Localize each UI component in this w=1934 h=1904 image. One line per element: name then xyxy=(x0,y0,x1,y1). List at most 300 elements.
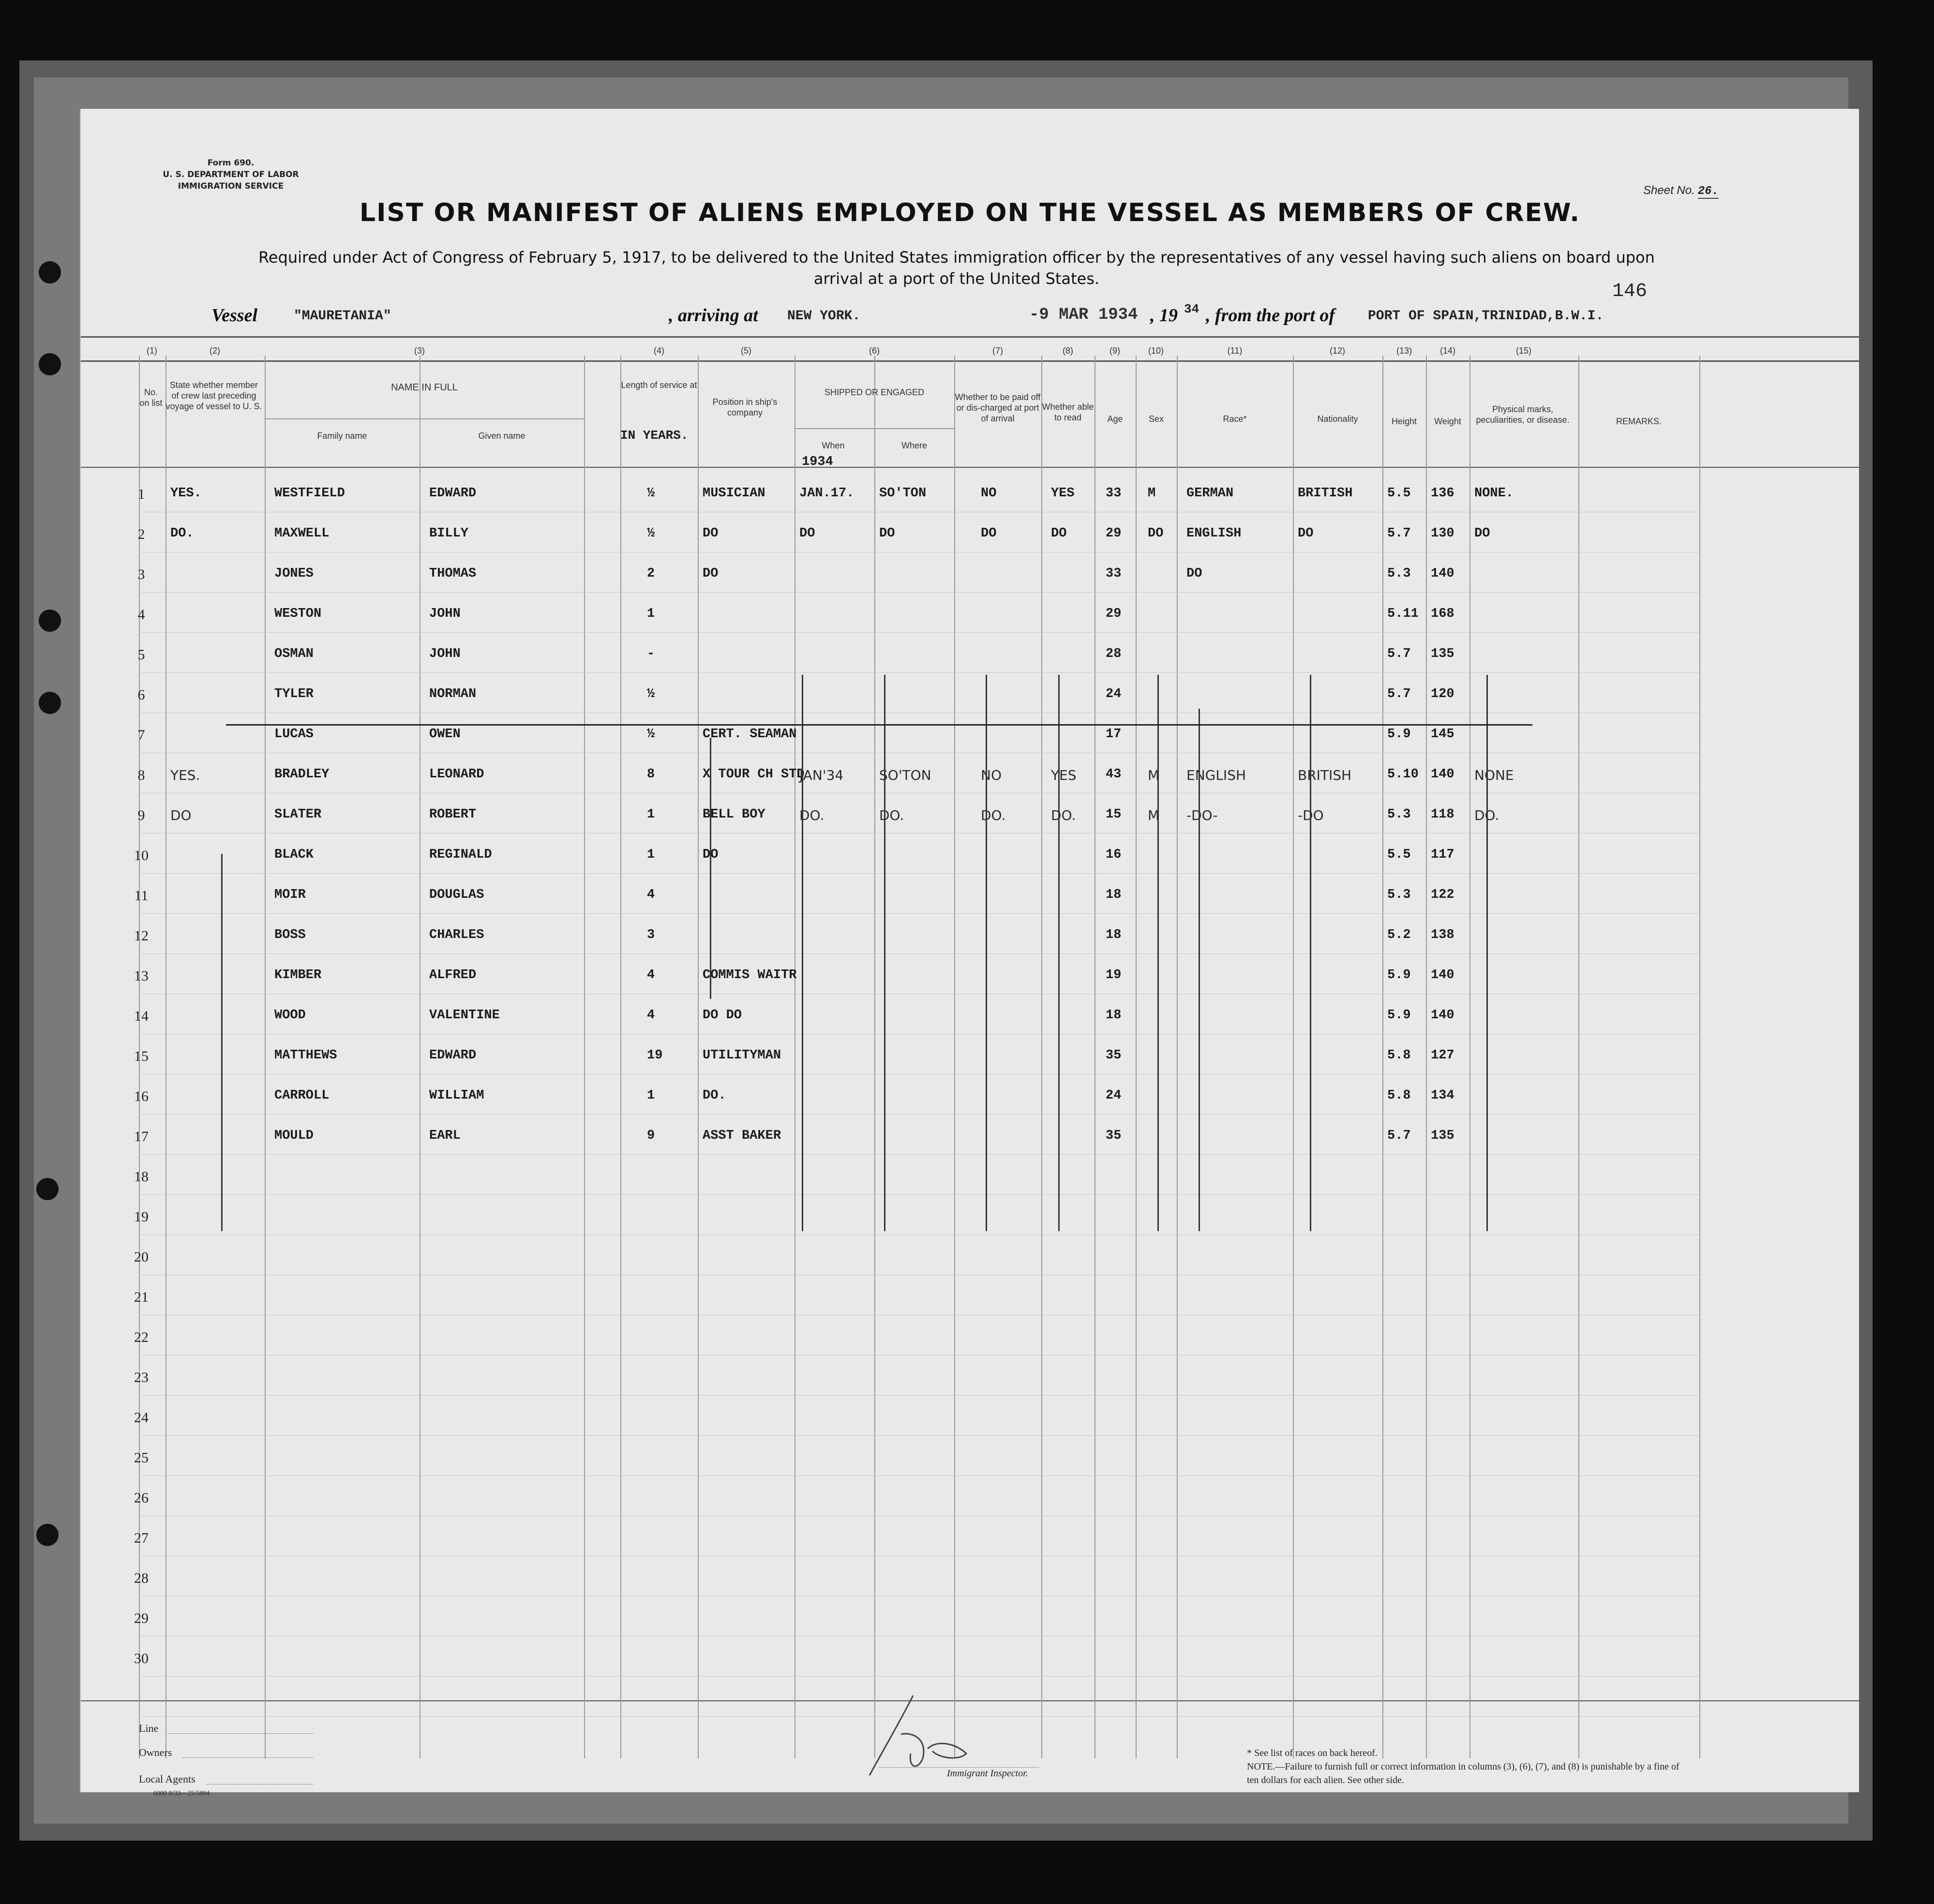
column-number: (15) xyxy=(1515,346,1531,356)
cell-given: EDWARD xyxy=(429,486,477,501)
cell-height: 5.2 xyxy=(1387,928,1411,942)
binder-hole xyxy=(36,1178,59,1200)
row-rule xyxy=(139,1475,1699,1476)
header-where: Where xyxy=(901,441,927,450)
cell-service: 4 xyxy=(647,888,655,902)
cell-age: 18 xyxy=(1106,1008,1122,1023)
cell-paid: NO xyxy=(981,486,997,501)
cell-given: REGINALD xyxy=(429,848,492,862)
row-number: 18 xyxy=(134,1169,149,1185)
cell-position: BELL BOY xyxy=(703,807,765,822)
cell-height: 5.5 xyxy=(1387,848,1411,862)
cell-given: EDWARD xyxy=(429,1048,477,1063)
header-remarks: REMARKS. xyxy=(1616,416,1662,426)
footer-note xyxy=(1247,1746,1682,1787)
row-number: 29 xyxy=(134,1610,149,1626)
row-number: 24 xyxy=(134,1410,149,1426)
column-number: (3) xyxy=(414,346,425,356)
row-number: 26 xyxy=(134,1490,149,1506)
cell-family: LUCAS xyxy=(274,727,314,742)
column-number: (5) xyxy=(741,346,751,356)
cell-state: DO. xyxy=(170,526,194,541)
cell-where: DO. xyxy=(879,807,904,823)
cell-given: LEONARD xyxy=(429,767,484,782)
cell-weight: 138 xyxy=(1431,928,1454,942)
row-number: 30 xyxy=(134,1651,149,1666)
cell-given: ROBERT xyxy=(429,807,477,822)
cell-paid: NO xyxy=(981,767,1002,783)
cell-age: 43 xyxy=(1106,767,1122,782)
cell-given: CHARLES xyxy=(429,928,484,942)
cell-nat: DO xyxy=(1298,526,1314,541)
cell-age: 29 xyxy=(1106,607,1122,621)
binder-hole xyxy=(39,261,61,283)
cell-age: 18 xyxy=(1106,928,1122,942)
cell-service: 3 xyxy=(647,928,655,942)
cell-read: DO xyxy=(1051,526,1067,541)
cell-age: 33 xyxy=(1106,566,1122,581)
cell-phys: NONE xyxy=(1474,767,1514,783)
cell-given: WILLIAM xyxy=(429,1088,484,1103)
row-rule xyxy=(139,1154,1699,1155)
header-when: When xyxy=(822,441,845,450)
service: IMMIGRATION SERVICE xyxy=(178,181,284,191)
cell-weight: 136 xyxy=(1431,486,1454,501)
cell-family: SLATER xyxy=(274,807,322,822)
cell-family: KIMBER xyxy=(274,968,322,982)
row-number: 10 xyxy=(134,848,149,863)
header-top-rule xyxy=(81,336,1859,338)
year-above-when: 1934 xyxy=(802,455,833,469)
header-weight: Weight xyxy=(1434,416,1461,426)
row-number: 22 xyxy=(134,1329,149,1345)
cell-state: DO xyxy=(170,807,192,823)
row-number: 14 xyxy=(134,1008,149,1024)
row-rule xyxy=(139,632,1699,633)
cell-service: 9 xyxy=(647,1129,655,1143)
cell-age: 15 xyxy=(1106,807,1122,822)
cell-weight: 168 xyxy=(1431,607,1454,621)
cell-position: DO DO xyxy=(703,1008,742,1023)
row-rule xyxy=(139,1194,1699,1195)
cell-sex: M xyxy=(1148,807,1160,823)
row-number: 8 xyxy=(137,767,145,783)
cell-given: DOUGLAS xyxy=(429,888,484,902)
cell-where: DO xyxy=(879,526,895,541)
cell-service: 1 xyxy=(647,607,655,621)
cell-service: ½ xyxy=(647,687,655,701)
binder-hole xyxy=(39,353,61,375)
row-number: 20 xyxy=(134,1249,149,1265)
cell-weight: 118 xyxy=(1431,807,1454,822)
sheet-value: 26. xyxy=(1697,185,1719,198)
cell-service: 8 xyxy=(647,767,655,782)
column-rule xyxy=(1177,356,1178,1758)
cell-weight: 140 xyxy=(1431,968,1454,982)
header-position: Position in ship's company xyxy=(712,397,778,417)
header-length-service: Length of service at xyxy=(621,380,697,390)
cell-height: 5.3 xyxy=(1387,888,1411,902)
manifest-sheet xyxy=(80,109,1859,1797)
column-rule xyxy=(954,356,955,1758)
header-family-name: Family name xyxy=(317,431,367,441)
cell-position: CERT. SEAMAN xyxy=(703,727,797,742)
row-rule xyxy=(139,953,1699,954)
cell-when: DO. xyxy=(799,807,825,823)
cell-race: GERMAN xyxy=(1186,486,1234,501)
cell-weight: 140 xyxy=(1431,566,1454,581)
cell-position: DO xyxy=(703,566,719,581)
cell-position: DO. xyxy=(703,1088,726,1103)
cell-state: YES. xyxy=(170,486,202,501)
cell-family: MATTHEWS xyxy=(274,1048,337,1063)
column-number: (11) xyxy=(1227,346,1243,356)
row-number: 21 xyxy=(134,1289,149,1305)
cell-race: DO xyxy=(1186,566,1202,581)
cell-service: 1 xyxy=(647,807,655,822)
table-grid xyxy=(81,109,1859,1792)
header-in-years: IN YEARS. xyxy=(620,428,689,443)
department: U. S. DEPARTMENT OF LABOR xyxy=(163,170,299,179)
row-number: 11 xyxy=(134,888,149,904)
cell-service: 4 xyxy=(647,968,655,982)
row-rule xyxy=(139,913,1699,914)
column-number: (2) xyxy=(210,346,220,356)
strike-through-row-7 xyxy=(226,724,1532,726)
column-rule xyxy=(1094,356,1095,1758)
page-title: LIST OR MANIFEST OF ALIENS EMPLOYED ON THE VESSEL AS MEMBERS OF CREW. xyxy=(360,198,1580,227)
header-state-whether: State whether member of crew last preceding voyage of vessel to U. S. xyxy=(165,380,262,411)
cell-position: DO xyxy=(703,526,719,541)
cell-height: 5.7 xyxy=(1387,647,1411,661)
cell-paid: DO. xyxy=(981,807,1006,823)
cell-position: ASST BAKER xyxy=(703,1129,781,1143)
cell-when: DO xyxy=(799,526,815,541)
cell-phys: DO xyxy=(1474,526,1490,541)
cell-paid: DO xyxy=(981,526,997,541)
cell-position: X TOUR CH STD xyxy=(703,767,805,782)
row-number: 4 xyxy=(137,607,145,623)
header-paid-off: Whether to be paid off or dis-charged at port of arrival xyxy=(955,392,1041,423)
column-number: (7) xyxy=(992,346,1003,356)
row-rule xyxy=(139,1435,1699,1436)
cell-family: JONES xyxy=(274,566,314,581)
year-label: , 19 xyxy=(1150,305,1178,326)
inspector-label: Immigrant Inspector. xyxy=(947,1768,1028,1779)
cell-height: 5.8 xyxy=(1387,1048,1411,1063)
cell-read: DO. xyxy=(1051,807,1076,823)
cell-age: 33 xyxy=(1106,486,1122,501)
ditto-line xyxy=(986,675,987,1231)
footer-line-rule xyxy=(168,1733,313,1734)
cell-age: 35 xyxy=(1106,1048,1122,1063)
ditto-line xyxy=(1058,675,1060,1231)
binder-hole xyxy=(39,692,61,714)
cell-where: SO'TON xyxy=(879,767,931,783)
row-number: 12 xyxy=(134,928,149,944)
row-rule xyxy=(139,592,1699,593)
header-shipped: SHIPPED OR ENGAGED xyxy=(824,387,925,397)
row-number: 2 xyxy=(137,526,145,542)
cell-position: UTILITYMAN xyxy=(703,1048,781,1063)
row-rule xyxy=(139,1114,1699,1115)
header-no-on-list: No. on list xyxy=(139,387,163,408)
subheader-rule xyxy=(795,428,954,429)
cell-family: BOSS xyxy=(274,928,306,942)
cell-given: VALENTINE xyxy=(429,1008,500,1023)
row-number: 19 xyxy=(134,1209,149,1225)
header-height: Height xyxy=(1391,416,1417,426)
cell-service: 2 xyxy=(647,566,655,581)
cell-phys: NONE. xyxy=(1474,486,1514,501)
header-nationality: Nationality xyxy=(1317,414,1358,424)
ditto-line xyxy=(1486,675,1488,1231)
header-race: Race* xyxy=(1223,414,1247,424)
vessel-label: Vessel xyxy=(211,305,257,326)
row-number: 6 xyxy=(137,687,145,703)
ditto-line xyxy=(1157,675,1159,1231)
cell-race: ENGLISH xyxy=(1186,526,1242,541)
cell-family: CARROLL xyxy=(274,1088,330,1103)
cell-service: ½ xyxy=(647,526,655,541)
column-number: (4) xyxy=(654,346,664,356)
form-number: Form 690. xyxy=(207,158,255,168)
cell-nat: -DO xyxy=(1298,807,1324,823)
cell-service: ½ xyxy=(647,727,655,742)
row-number: 16 xyxy=(134,1088,149,1104)
cell-weight: 145 xyxy=(1431,727,1454,742)
cell-nat: BRITISH xyxy=(1298,767,1352,783)
column-number: (13) xyxy=(1396,346,1412,356)
cell-weight: 127 xyxy=(1431,1048,1454,1063)
column-rule xyxy=(1293,356,1294,1758)
cell-service: 4 xyxy=(647,1008,655,1023)
cell-height: 5.9 xyxy=(1387,727,1411,742)
ditto-line xyxy=(1310,675,1311,1231)
column-number: (10) xyxy=(1148,346,1164,356)
page-number: 146 xyxy=(1612,281,1648,302)
cell-family: TYLER xyxy=(274,687,314,701)
header-bottom-rule xyxy=(81,467,1859,468)
ditto-line xyxy=(221,854,223,1231)
cell-given: NORMAN xyxy=(429,687,477,701)
cell-height: 5.9 xyxy=(1387,968,1411,982)
row-rule xyxy=(139,1676,1699,1677)
row-number: 1 xyxy=(137,486,145,502)
column-rule xyxy=(265,356,266,1758)
from-port: PORT OF SPAIN,TRINIDAD,B.W.I. xyxy=(1368,309,1604,324)
row-number: 25 xyxy=(134,1450,149,1466)
row-number: 5 xyxy=(137,647,145,663)
cell-weight: 117 xyxy=(1431,848,1454,862)
column-rule xyxy=(698,356,699,1758)
cell-sex: M xyxy=(1148,486,1156,501)
cell-height: 5.10 xyxy=(1387,767,1419,782)
cell-nat: BRITISH xyxy=(1298,486,1353,501)
cell-height: 5.3 xyxy=(1387,807,1411,822)
cell-height: 5.7 xyxy=(1387,526,1411,541)
cell-height: 5.7 xyxy=(1387,1129,1411,1143)
header-sex: Sex xyxy=(1148,414,1164,424)
page-subtitle: Required under Act of Congress of February 5, 1917, to be delivered to the United States immigration officer by the representatives of any vessel having such aliens on board upon arrival at a port of the United States. xyxy=(258,248,1655,288)
from-label: , from the port of xyxy=(1206,305,1335,326)
cell-service: 1 xyxy=(647,1088,655,1103)
footer-owners-rule xyxy=(182,1757,313,1758)
cell-service: ½ xyxy=(647,486,655,501)
column-rule xyxy=(1699,356,1700,1758)
header-physical: Physical marks, peculiarities, or disease. xyxy=(1476,404,1570,425)
cell-given: JOHN xyxy=(429,607,461,621)
cell-position: COMMIS WAITR xyxy=(703,968,797,982)
cell-age: 35 xyxy=(1106,1129,1122,1143)
column-number: (14) xyxy=(1439,346,1455,356)
cell-given: ALFRED xyxy=(429,968,477,982)
cell-given: BILLY xyxy=(429,526,469,541)
ditto-line xyxy=(884,675,885,1231)
row-number: 9 xyxy=(137,807,145,823)
cell-height: 5.7 xyxy=(1387,687,1411,701)
cell-sex: M xyxy=(1148,767,1160,783)
row-number: 3 xyxy=(137,566,145,582)
cell-age: 17 xyxy=(1106,727,1122,742)
cell-position: DO xyxy=(703,848,719,862)
binder-hole xyxy=(36,1524,59,1546)
subheader-rule xyxy=(265,418,584,419)
column-rule xyxy=(165,356,166,1758)
cell-age: 24 xyxy=(1106,1088,1122,1103)
column-rule xyxy=(620,356,621,1758)
column-number: (12) xyxy=(1329,346,1345,356)
cell-family: MOIR xyxy=(274,888,306,902)
sheet-label: Sheet No. xyxy=(1643,184,1695,197)
cell-family: OSMAN xyxy=(274,647,314,661)
cell-weight: 120 xyxy=(1431,687,1454,701)
footer-agents-label: Local Agents xyxy=(139,1773,195,1785)
column-rule xyxy=(1578,356,1579,1758)
header-given-name: Given name xyxy=(478,431,525,441)
footer-note-star: * See list of races on back hereof. xyxy=(1247,1748,1378,1758)
cell-weight: 134 xyxy=(1431,1088,1454,1103)
header-rule xyxy=(81,360,1859,362)
column-rule xyxy=(874,356,875,1758)
vessel-name: "MAURETANIA" xyxy=(294,309,391,324)
cell-weight: 140 xyxy=(1431,1008,1454,1023)
cell-read: YES xyxy=(1051,486,1075,501)
footer-line-label: Line xyxy=(139,1722,159,1734)
cell-service: - xyxy=(647,647,655,661)
row-number: 28 xyxy=(134,1570,149,1586)
column-rule xyxy=(1469,356,1470,1758)
year-value: 34 xyxy=(1184,302,1199,316)
cell-height: 5.9 xyxy=(1387,1008,1411,1023)
cell-given: JOHN xyxy=(429,647,461,661)
row-rule xyxy=(139,1395,1699,1396)
column-number: (9) xyxy=(1109,346,1120,356)
cell-when: JAN'34 xyxy=(799,767,844,783)
cell-age: 18 xyxy=(1106,888,1122,902)
cell-race: -DO- xyxy=(1186,807,1218,823)
header-name-in-full: NAME IN FULL xyxy=(391,382,458,393)
cell-phys: DO. xyxy=(1474,807,1499,823)
cell-age: 19 xyxy=(1106,968,1122,982)
cell-weight: 135 xyxy=(1431,647,1454,661)
ditto-line xyxy=(1199,709,1200,1231)
column-rule xyxy=(1136,356,1137,1758)
header-age: Age xyxy=(1107,414,1123,424)
cell-age: 29 xyxy=(1106,526,1122,541)
cell-position: MUSICIAN xyxy=(703,486,765,501)
row-number: 27 xyxy=(134,1530,149,1546)
cell-family: WOOD xyxy=(274,1008,306,1023)
cell-family: BLACK xyxy=(274,848,314,862)
footer-owners-label: Owners xyxy=(139,1746,172,1758)
arriving-label: , arriving at xyxy=(669,305,758,326)
footer-print-code: 6000 8/33—25/5894 xyxy=(153,1790,210,1797)
column-rule xyxy=(1382,356,1383,1758)
footer-note-text: NOTE.—Failure to furnish full or correct information in columns (3), (6), (7), and (8) is punishable by a fine of ten dollars for each alien. See other side. xyxy=(1247,1761,1679,1785)
cell-service: 1 xyxy=(647,848,655,862)
column-rule xyxy=(1426,356,1427,1758)
date-stamp: -9 MAR 1934 xyxy=(1029,306,1138,324)
column-number: (1) xyxy=(147,346,157,356)
column-number: (6) xyxy=(869,346,880,356)
cell-family: MAXWELL xyxy=(274,526,330,541)
inspector-rule xyxy=(879,1767,1039,1768)
cell-given: EARL xyxy=(429,1129,461,1143)
cell-state: YES. xyxy=(170,767,200,783)
cell-height: 5.3 xyxy=(1387,566,1411,581)
cell-weight: 130 xyxy=(1431,526,1454,541)
cell-when: JAN.17. xyxy=(799,486,855,501)
row-number: 15 xyxy=(134,1048,149,1064)
arriving-port: NEW YORK. xyxy=(787,309,861,324)
row-number: 7 xyxy=(137,727,145,743)
row-number: 17 xyxy=(134,1129,149,1145)
cell-weight: 135 xyxy=(1431,1129,1454,1143)
ditto-line xyxy=(802,675,803,1231)
cell-race: ENGLISH xyxy=(1186,767,1246,783)
footer-agents-rule xyxy=(207,1784,313,1785)
ditto-line xyxy=(710,738,711,999)
row-rule xyxy=(139,873,1699,874)
column-rule xyxy=(1041,356,1042,1758)
cell-family: WESTON xyxy=(274,607,322,621)
cell-weight: 122 xyxy=(1431,888,1454,902)
column-rule xyxy=(584,356,585,1758)
cell-family: MOULD xyxy=(274,1129,314,1143)
binder-hole xyxy=(39,610,61,632)
cell-where: SO'TON xyxy=(879,486,927,501)
cell-weight: 140 xyxy=(1431,767,1454,782)
cell-height: 5.8 xyxy=(1387,1088,1411,1103)
cell-height: 5.5 xyxy=(1387,486,1411,501)
row-number: 13 xyxy=(134,968,149,984)
cell-given: THOMAS xyxy=(429,566,477,581)
header-able-read: Whether able to read xyxy=(1042,402,1094,422)
cell-height: 5.11 xyxy=(1387,607,1419,621)
cell-family: BRADLEY xyxy=(274,767,330,782)
row-number: 23 xyxy=(134,1369,149,1385)
cell-read: YES xyxy=(1051,767,1077,783)
cell-service: 19 xyxy=(647,1048,663,1063)
cell-age: 16 xyxy=(1106,848,1122,862)
cell-age: 24 xyxy=(1106,687,1122,701)
row-rule xyxy=(139,672,1699,673)
column-number: (8) xyxy=(1063,346,1073,356)
cell-family: WESTFIELD xyxy=(274,486,345,501)
cell-given: OWEN xyxy=(429,727,461,742)
cell-age: 28 xyxy=(1106,647,1122,661)
